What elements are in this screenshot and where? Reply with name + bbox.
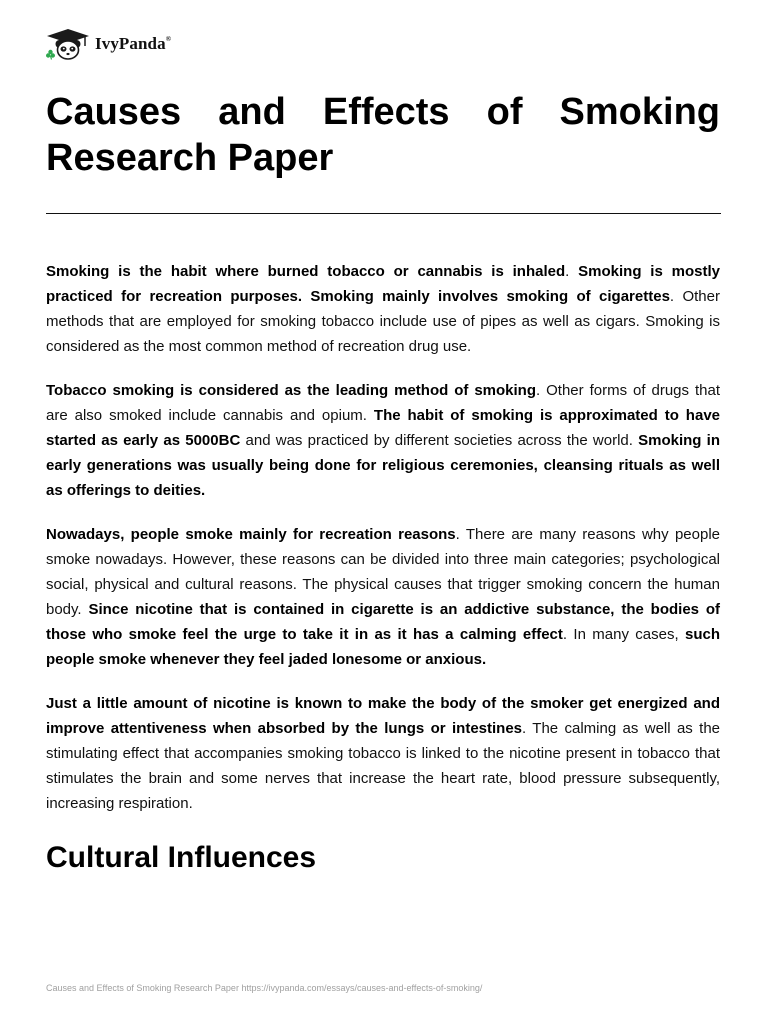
bold-text: Nowadays, people smoke mainly for recreation reasons bbox=[46, 526, 456, 543]
paragraph-text: . There are many reasons why people smoke nowadays. However, these reasons can be divided into three main categories; psychological social, physical and cultural reasons. The physical causes that trigger smoking concern the human body. bbox=[46, 526, 720, 618]
body-paragraph bbox=[46, 691, 720, 816]
title-divider bbox=[46, 213, 721, 214]
paragraph-text: . The calming as well as the stimulating effect that accompanies smoking tobacco is linked to the nicotine present in tobacco that stimulates the brain and some nerves that increase the heart rate, blood pressure subsequently, increasing respiration. bbox=[46, 720, 721, 812]
paragraph-text: . Other methods that are employed for smoking tobacco include use of pipes as well as cigars. Smoking is considered as the most common method of recreation drug use. bbox=[46, 288, 720, 355]
body-paragraph bbox=[46, 378, 720, 503]
bold-text: Smoking is the habit where burned tobacco or cannabis is inhaled bbox=[46, 263, 566, 280]
logo-name: IvyPanda bbox=[95, 34, 166, 53]
bold-text: Smoking is mostly practiced for recreation purposes. Smoking mainly involves smoking of cigarettes bbox=[46, 263, 720, 305]
bold-text: Just a little amount of nicotine is known to make the body of the smoker get energized and improve attentiveness when absorbed by the lungs or intestines bbox=[46, 695, 720, 737]
logo-wordmark bbox=[95, 34, 171, 54]
article-body bbox=[46, 259, 720, 835]
site-logo[interactable] bbox=[46, 28, 171, 60]
section-heading: Cultural Influences bbox=[46, 841, 317, 874]
body-paragraph bbox=[46, 522, 720, 672]
bold-text: Since nicotine that is contained in cigarette is an addictive substance, the bodies of those who smoke feel the urge to take it in as it has a calming effect bbox=[46, 601, 721, 643]
paragraph-text: . In many cases, bbox=[562, 626, 685, 643]
paragraph-text: . bbox=[565, 263, 579, 280]
registered-mark: ® bbox=[165, 35, 172, 43]
page-footer: Causes and Effects of Smoking Research Paper https://ivypanda.com/essays/causes-and-effects-of-smoking/ bbox=[46, 983, 483, 993]
panda-logo-icon bbox=[46, 28, 90, 60]
bold-text: Tobacco smoking is considered as the leading method of smoking bbox=[46, 382, 537, 399]
body-paragraph bbox=[46, 259, 720, 359]
paragraph-text: . Other forms of drugs that are also smoked include cannabis and opium. bbox=[46, 382, 720, 424]
bold-text: Smoking in early generations was usually being done for religious ceremonies, cleansing rituals as well as offerings to deities. bbox=[46, 432, 721, 499]
page-title: Causes and Effects of Smoking Research Paper bbox=[46, 91, 720, 179]
paragraph-text: and was practiced by different societies across the world. bbox=[240, 432, 639, 449]
bold-text: The habit of smoking is approximated to have started as early as 5000BC bbox=[46, 407, 721, 449]
bold-text: such people smoke whenever they feel jaded lonesome or anxious. bbox=[46, 626, 720, 668]
